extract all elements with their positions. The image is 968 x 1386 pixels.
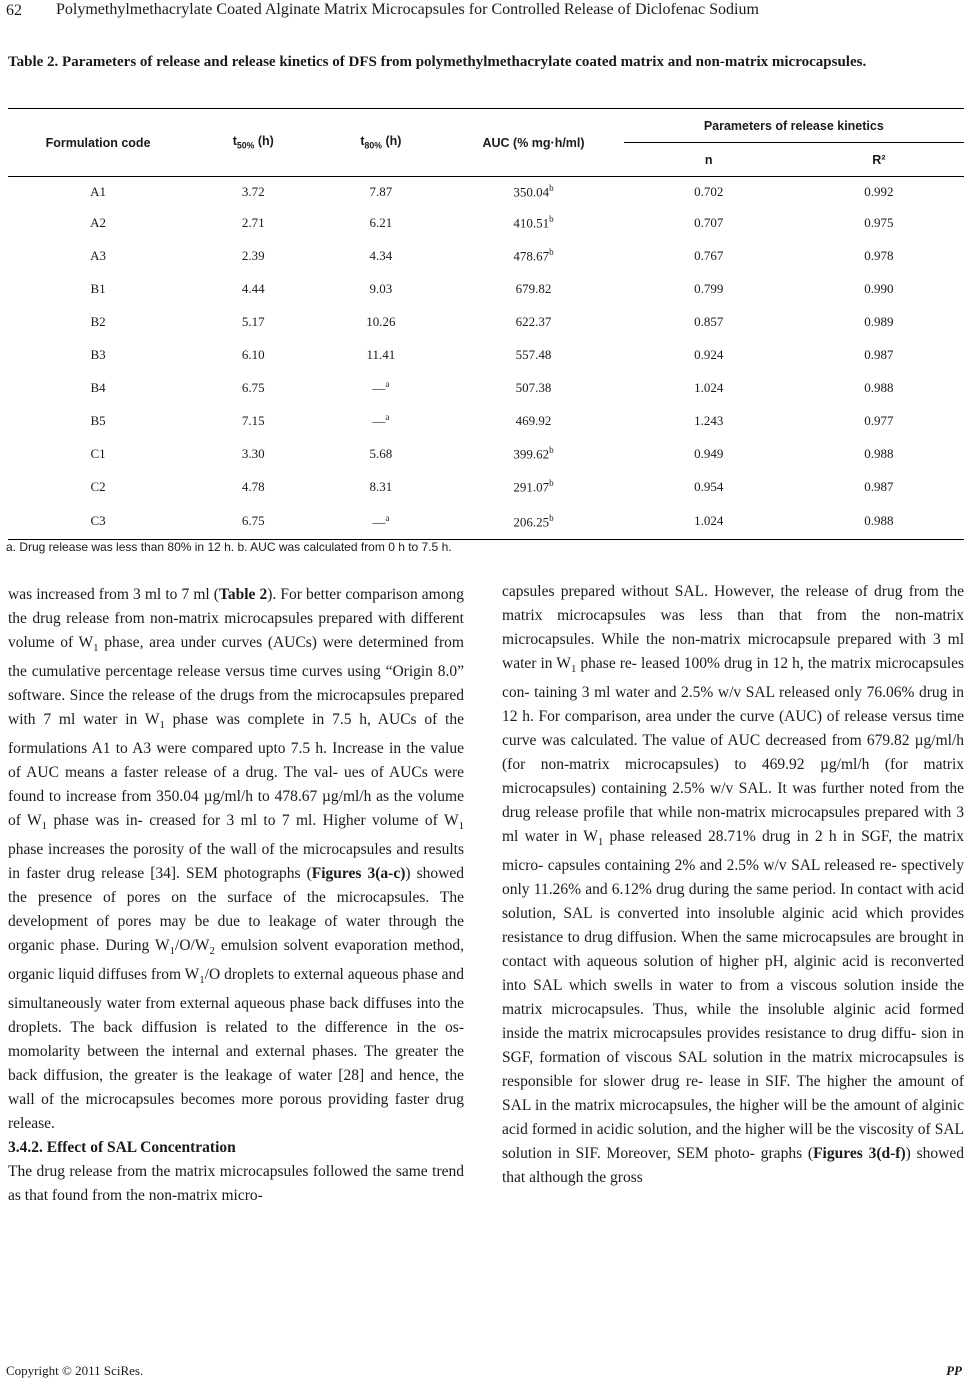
cell-t50: 3.30 [241,446,265,461]
journal-abbrev: PP [946,1363,962,1378]
cell-t80: 9.03 [369,281,393,296]
cell-formulation-code: B1 [90,281,106,296]
cell-t80: 10.26 [366,314,396,329]
running-title: Polymethylmethacrylate Coated Alginate Matrix Microcapsules for Controlled Release of Diclofenac Sodium [56,1,759,18]
header-r2: R² [794,143,964,177]
cell-t80: 4.34 [369,248,393,263]
cell-auc: 399.62$^b$ [513,445,554,462]
header-kinetics-group: Parameters of release kinetics [624,109,964,143]
cell-t50: 7.15 [241,413,265,428]
cell-n: 0.767 [694,248,724,263]
table-row [8,405,964,438]
cell-t50: 6.75 [241,380,265,395]
cell-t50: 5.17 [241,314,265,329]
cell-formulation-code: A2 [90,215,107,230]
cell-n: 1.243 [694,413,724,428]
cell-auc: 469.92 [515,413,552,428]
cell-formulation-code: B5 [90,413,106,428]
cell-formulation-code: C1 [90,446,106,461]
cell-r2: 0.977 [864,413,894,428]
cell-auc: 206.25$^b$ [443,504,623,540]
header-t80: $t_{80\%}$ (h) [318,109,443,177]
left-column [8,583,464,1208]
table-row [8,471,964,504]
left-paragraph-2: The drug release from the matrix microcapsules followed the same trend as that found from the non-matrix micro- [8,1163,464,1205]
header-formulation-code: Formulation code [8,109,188,177]
cell-n: 0.857 [694,314,724,329]
cell-r2: 0.987 [864,347,894,362]
cell-t80: 11.41 [366,347,396,362]
cell-t50: 3.72 [241,183,265,199]
cell-formulation-code: B4 [90,380,106,395]
cell-t80: 8.31 [369,479,393,494]
cell-n: 0.924 [694,347,724,362]
page-header [6,0,964,30]
cell-formulation-code: C2 [90,479,106,494]
cell-auc: 507.38 [515,380,552,395]
table-row [8,306,964,339]
table-reference: Table 2 [218,586,268,603]
cell-formulation-code: B3 [90,347,106,362]
table-row [8,339,964,372]
header-t50: $t_{50\%}$ (h) [188,109,318,177]
cell-auc: 291.07$^b$ [513,478,554,495]
table-row [8,177,964,207]
cell-auc: 679.82 [515,281,552,296]
cell-r2: 0.975 [864,215,894,230]
cell-r2: 0.990 [864,281,894,296]
copyright-footer: Copyright © 2011 SciRes. [6,1363,144,1378]
cell-t80: 6.21 [369,215,393,230]
cell-n: 0.799 [694,281,724,296]
section-heading: 3.4.2. Effect of SAL Concentration [8,1139,236,1157]
table-caption: Table 2. Parameters of release and release kinetics of DFS from polymethylmethacrylate coated matrix and non-matrix microcapsules. [8,54,867,70]
cell-t50: 6.10 [241,347,265,362]
cell-auc: 478.67$^b$ [513,247,554,264]
cell-n: 0.949 [694,446,724,461]
cell-r2: 0.988 [794,504,964,540]
cell-formulation-code: C3 [8,504,188,540]
cell-t80: —$^a$ [372,379,390,396]
cell-r2: 0.988 [864,446,894,461]
cell-t80: 7.87 [369,183,393,199]
cell-auc: 557.48 [515,347,552,362]
right-column [502,580,964,1190]
cell-t50: 4.44 [241,281,265,296]
cell-n: 0.702 [694,183,724,199]
right-paragraph-1: capsules prepared without SAL. However, the release of drug from the matrix microcapsules was less than that from the non-matrix microcapsules. While the non-matrix microcapsule prepared with 3 ml water in $W_1$ phase re- leased 100% drug in 12 h, the matrix microcapsules con- taining 3 ml water and 2.5% w/v SAL released only 76.06% drug in 12 h. For comparison, area under the curve (AUC) of release versus time curve was calculated. The value of AUC decreased from 679.82 µg/ml/h (for non-matrix microcapsules) to 469.92 µg/ml/h (for matrix microcapsules) containing 2.5% w/v SAL. It was further noted from the drug release profile that while non-matrix microcapsules prepared with 3 ml water in $W_1$ phase released 28.71% drug in 2 h in SGF, the matrix micro- capsules containing 2% and 2.5% w/v SAL released re- spectively only 11.26% and 6.12% drug during the same period. In contact with acid solution, SAL is converted into insoluble alginic acid which provides resistance to drug diffusion. When the same microcapsules are brought in contact with aqueous solution of higher pH, alginic acid is reconverted into SAL which swells in water to from a viscous solution inside the matrix microcapsules. Thus, while the insoluble alginic acid formed inside the matrix microcapsules provides resistance to drug diffu- sion in SGF, formation of viscous SAL solution in the matrix microcapsules is responsible for slower drug re- lease in SIF. The higher the amount of SAL in the matrix microcapsules, the higher will be the amount of alginic acid formed in acidic solution, and the higher will be the viscosity of SAL solution in SIF. Moreover, SEM photo- graphs (Figures 3(d-f)) showed that although the gross [502,583,964,1187]
cell-t80: 5.68 [369,446,393,461]
cell-r2: 0.988 [864,380,894,395]
table-row [8,207,964,240]
cell-t50: 2.39 [241,248,265,263]
table-footnote: a. Drug release was less than 80% in 12 h. b. AUC was calculated from 0 h to 7.5 h. [6,540,452,554]
figure-reference: Figures 3(d-f) [813,1145,906,1163]
cell-t80: —$^a$ [318,504,443,540]
cell-r2: 0.992 [864,183,894,199]
cell-n: 1.024 [624,504,794,540]
table-row [8,372,964,405]
page-number: 62 [6,2,22,19]
cell-t50: 4.78 [241,479,265,494]
release-kinetics-table [8,108,964,540]
left-paragraph-1: was increased from 3 ml to 7 ml (Table 2). For better comparison among the drug release from non-matrix microcapsules prepared with different volume of $W_1$ phase, area under curves (AUCs) were determined from the cumulative percentage release versus time curves using “Origin 8.0” software. Since the release of the drugs from the microcapsules prepared with 7 ml water in $W_1$ phase was complete in 7.5 h, AUCs of the formulations A1 to A3 were compared upto 7.5 h. Increase in the value of AUC means a faster release of a drug. The val- ues of AUCs were found to increase from 350.04 µg/ml/h to 478.67 µg/ml/h as the volume of $W_1$ phase was in- creased for 3 ml to 7 ml. Higher volume of $W_1$ phase increases the porosity of the wall of the microcapsules and results in faster drug release [34]. SEM photographs (Figures 3(a-c)) showed the presence of pores on the surface of the microcapsules. The development of pores may be due to leakage of water through the organic phase. During $W_1/O/W_2$ emulsion solvent evaporation method, organic liquid diffuses from $W_1/O$ droplets to external aqueous phase and simultaneously water from external aqueous phase back diffuses into the droplets. The back diffusion is related to the difference in the os- momolarity between the internal and external phases. The greater the back diffusion, the greater is the leakage of water [28] and hence, the wall of the microcapsules becomes more porous providing faster drug release. [8,586,464,1133]
cell-auc: 350.04$^b$ [513,183,554,200]
cell-n: 0.954 [694,479,724,494]
cell-formulation-code: A1 [90,183,107,199]
table-row [8,273,964,306]
cell-t50: 2.71 [241,215,265,230]
table-row [8,240,964,273]
cell-n: 0.707 [694,215,724,230]
cell-r2: 0.978 [864,248,894,263]
cell-t80: —$^a$ [372,412,390,429]
figure-reference: Figures 3(a-c) [311,865,406,883]
cell-t50: 6.75 [188,504,318,540]
header-auc: AUC (% mg·h/ml) [443,109,623,177]
cell-auc: 410.51$^b$ [513,214,554,231]
cell-formulation-code: A3 [90,248,107,263]
cell-formulation-code: B2 [90,314,106,329]
table-body [8,177,964,540]
table-row [8,438,964,471]
cell-auc: 622.37 [515,314,552,329]
cell-n: 1.024 [694,380,724,395]
header-n: n [624,143,794,177]
table-row [8,504,964,540]
cell-r2: 0.987 [864,479,894,494]
cell-r2: 0.989 [864,314,894,329]
